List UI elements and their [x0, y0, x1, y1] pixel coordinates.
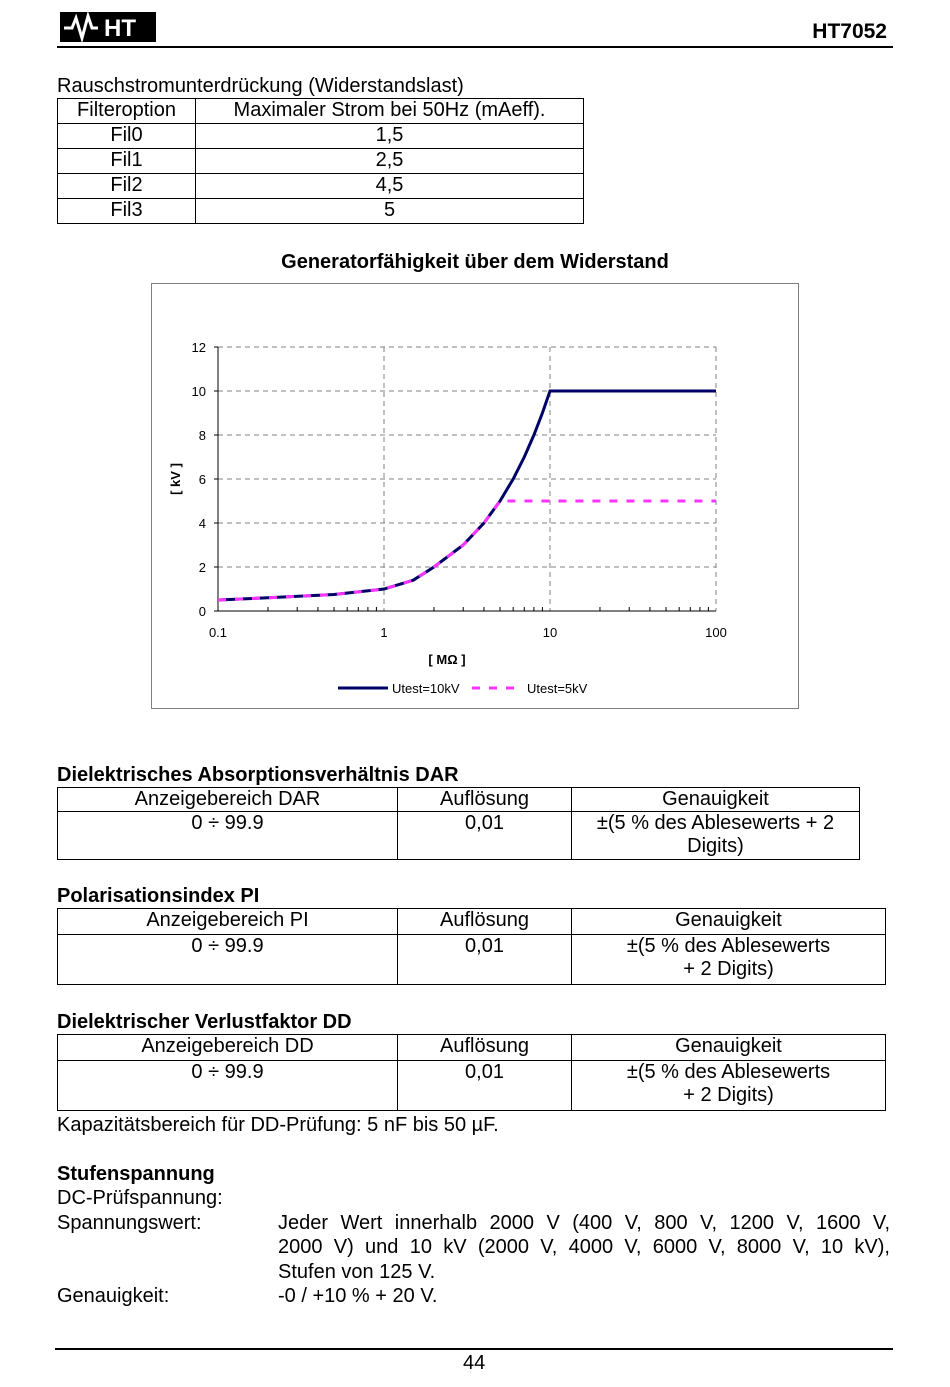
dd-resolution: 0,01: [398, 1061, 572, 1111]
x-tick-label: 1: [380, 625, 388, 640]
dd-accuracy-line2: + 2 Digits): [683, 1084, 774, 1106]
noise-current: 5: [196, 199, 584, 224]
noise-option: Fil3: [58, 199, 196, 224]
dar-resolution: 0,01: [398, 812, 572, 860]
y-tick-label: 2: [198, 560, 206, 575]
noise-current: 4,5: [196, 174, 584, 199]
y-axis-label: [ kV ]: [168, 463, 183, 495]
dd-range: 0 ÷ 99.9: [58, 1061, 398, 1111]
dd-header-resolution: Auflösung: [398, 1035, 572, 1061]
step-title: Stufenspannung: [57, 1163, 215, 1185]
y-tick-label: 4: [198, 516, 206, 531]
step-subtitle: DC-Prüfspannung:: [57, 1187, 223, 1209]
dd-accuracy: [572, 1061, 886, 1111]
pi-range: 0 ÷ 99.9: [58, 935, 398, 985]
pi-header-resolution: Auflösung: [398, 909, 572, 935]
noise-header-current: Maximaler Strom bei 50Hz (mAeff).: [196, 99, 584, 124]
y-tick-label: 6: [198, 472, 206, 487]
dar-accuracy: [572, 812, 860, 860]
dd-title: Dielektrischer Verlustfaktor DD: [57, 1011, 352, 1033]
series-line-utest-10kv: [218, 391, 716, 600]
x-tick-label: 100: [705, 625, 727, 640]
y-tick-label: 8: [198, 428, 206, 443]
step-voltage-label: Spannungswert:: [57, 1212, 202, 1234]
pi-accuracy-line2: + 2 Digits): [683, 958, 774, 980]
pi-table: [57, 908, 886, 985]
dd-header-accuracy: Genauigkeit: [572, 1035, 886, 1061]
noise-option: Fil0: [58, 124, 196, 149]
logo-text: HT: [104, 15, 136, 42]
x-tick-label: 10: [542, 625, 558, 640]
dar-accuracy-line2: Digits): [687, 835, 744, 857]
chart-title: Generatorfähigkeit über dem Widerstand: [281, 251, 669, 273]
ht-logo: [58, 8, 158, 44]
pi-resolution: 0,01: [398, 935, 572, 985]
pi-accuracy-line1: ±(5 % des Ablesewerts: [626, 935, 831, 957]
chart-frame: [151, 283, 799, 709]
noise-header-option: Filteroption: [58, 99, 196, 124]
page-number: 44: [463, 1352, 486, 1374]
noise-table: [57, 98, 584, 224]
legend-label: Utest=10kV: [392, 681, 460, 696]
dd-table: [57, 1034, 886, 1111]
dar-table: [57, 787, 860, 860]
step-accuracy-value: -0 / +10 % + 20 V.: [278, 1285, 438, 1307]
noise-current: 2,5: [196, 149, 584, 174]
header-rule: [57, 46, 893, 48]
dar-header-resolution: Auflösung: [398, 788, 572, 812]
pi-header-range: Anzeigebereich PI: [58, 909, 398, 935]
dd-header-range: Anzeigebereich DD: [58, 1035, 398, 1061]
step-voltage-line2: 2000 V) und 10 kV (2000 V, 4000 V, 6000 V, 8000 V, 10 kV),: [278, 1236, 890, 1258]
legend-label: Utest=5kV: [527, 681, 588, 696]
pi-accuracy: [572, 935, 886, 985]
y-tick-label: 12: [191, 340, 206, 355]
series-line-utest-5kv: [218, 501, 716, 600]
noise-title: Rauschstromunterdrückung (Widerstandslast): [57, 75, 464, 97]
y-tick-label: 10: [191, 384, 206, 399]
dd-capacity-note: Kapazitätsbereich für DD-Prüfung: 5 nF bis 50 µF.: [57, 1114, 499, 1136]
chart: [152, 284, 798, 708]
dar-range: 0 ÷ 99.9: [58, 812, 398, 860]
footer-rule: [55, 1348, 893, 1350]
noise-option: Fil1: [58, 149, 196, 174]
step-accuracy-label: Genauigkeit:: [57, 1285, 170, 1307]
x-axis-label: [ MΩ ]: [428, 652, 466, 667]
dar-header-range: Anzeigebereich DAR: [58, 788, 398, 812]
dar-accuracy-line1: ±(5 % des Ablesewerts + 2: [596, 812, 835, 834]
noise-current: 1,5: [196, 124, 584, 149]
noise-option: Fil2: [58, 174, 196, 199]
dar-header-accuracy: Genauigkeit: [572, 788, 860, 812]
dd-accuracy-line1: ±(5 % des Ablesewerts: [626, 1061, 831, 1083]
model-name: HT7052: [812, 20, 887, 43]
dar-title: Dielektrisches Absorptionsverhältnis DAR: [57, 764, 459, 786]
step-voltage-line1: Jeder Wert innerhalb 2000 V (400 V, 800 V, 1200 V, 1600 V,: [278, 1212, 890, 1234]
pi-title: Polarisationsindex PI: [57, 885, 260, 907]
pi-header-accuracy: Genauigkeit: [572, 909, 886, 935]
x-tick-label: 0.1: [208, 625, 228, 640]
step-voltage-line3: Stufen von 125 V.: [278, 1261, 436, 1283]
y-tick-label: 0: [198, 604, 206, 619]
